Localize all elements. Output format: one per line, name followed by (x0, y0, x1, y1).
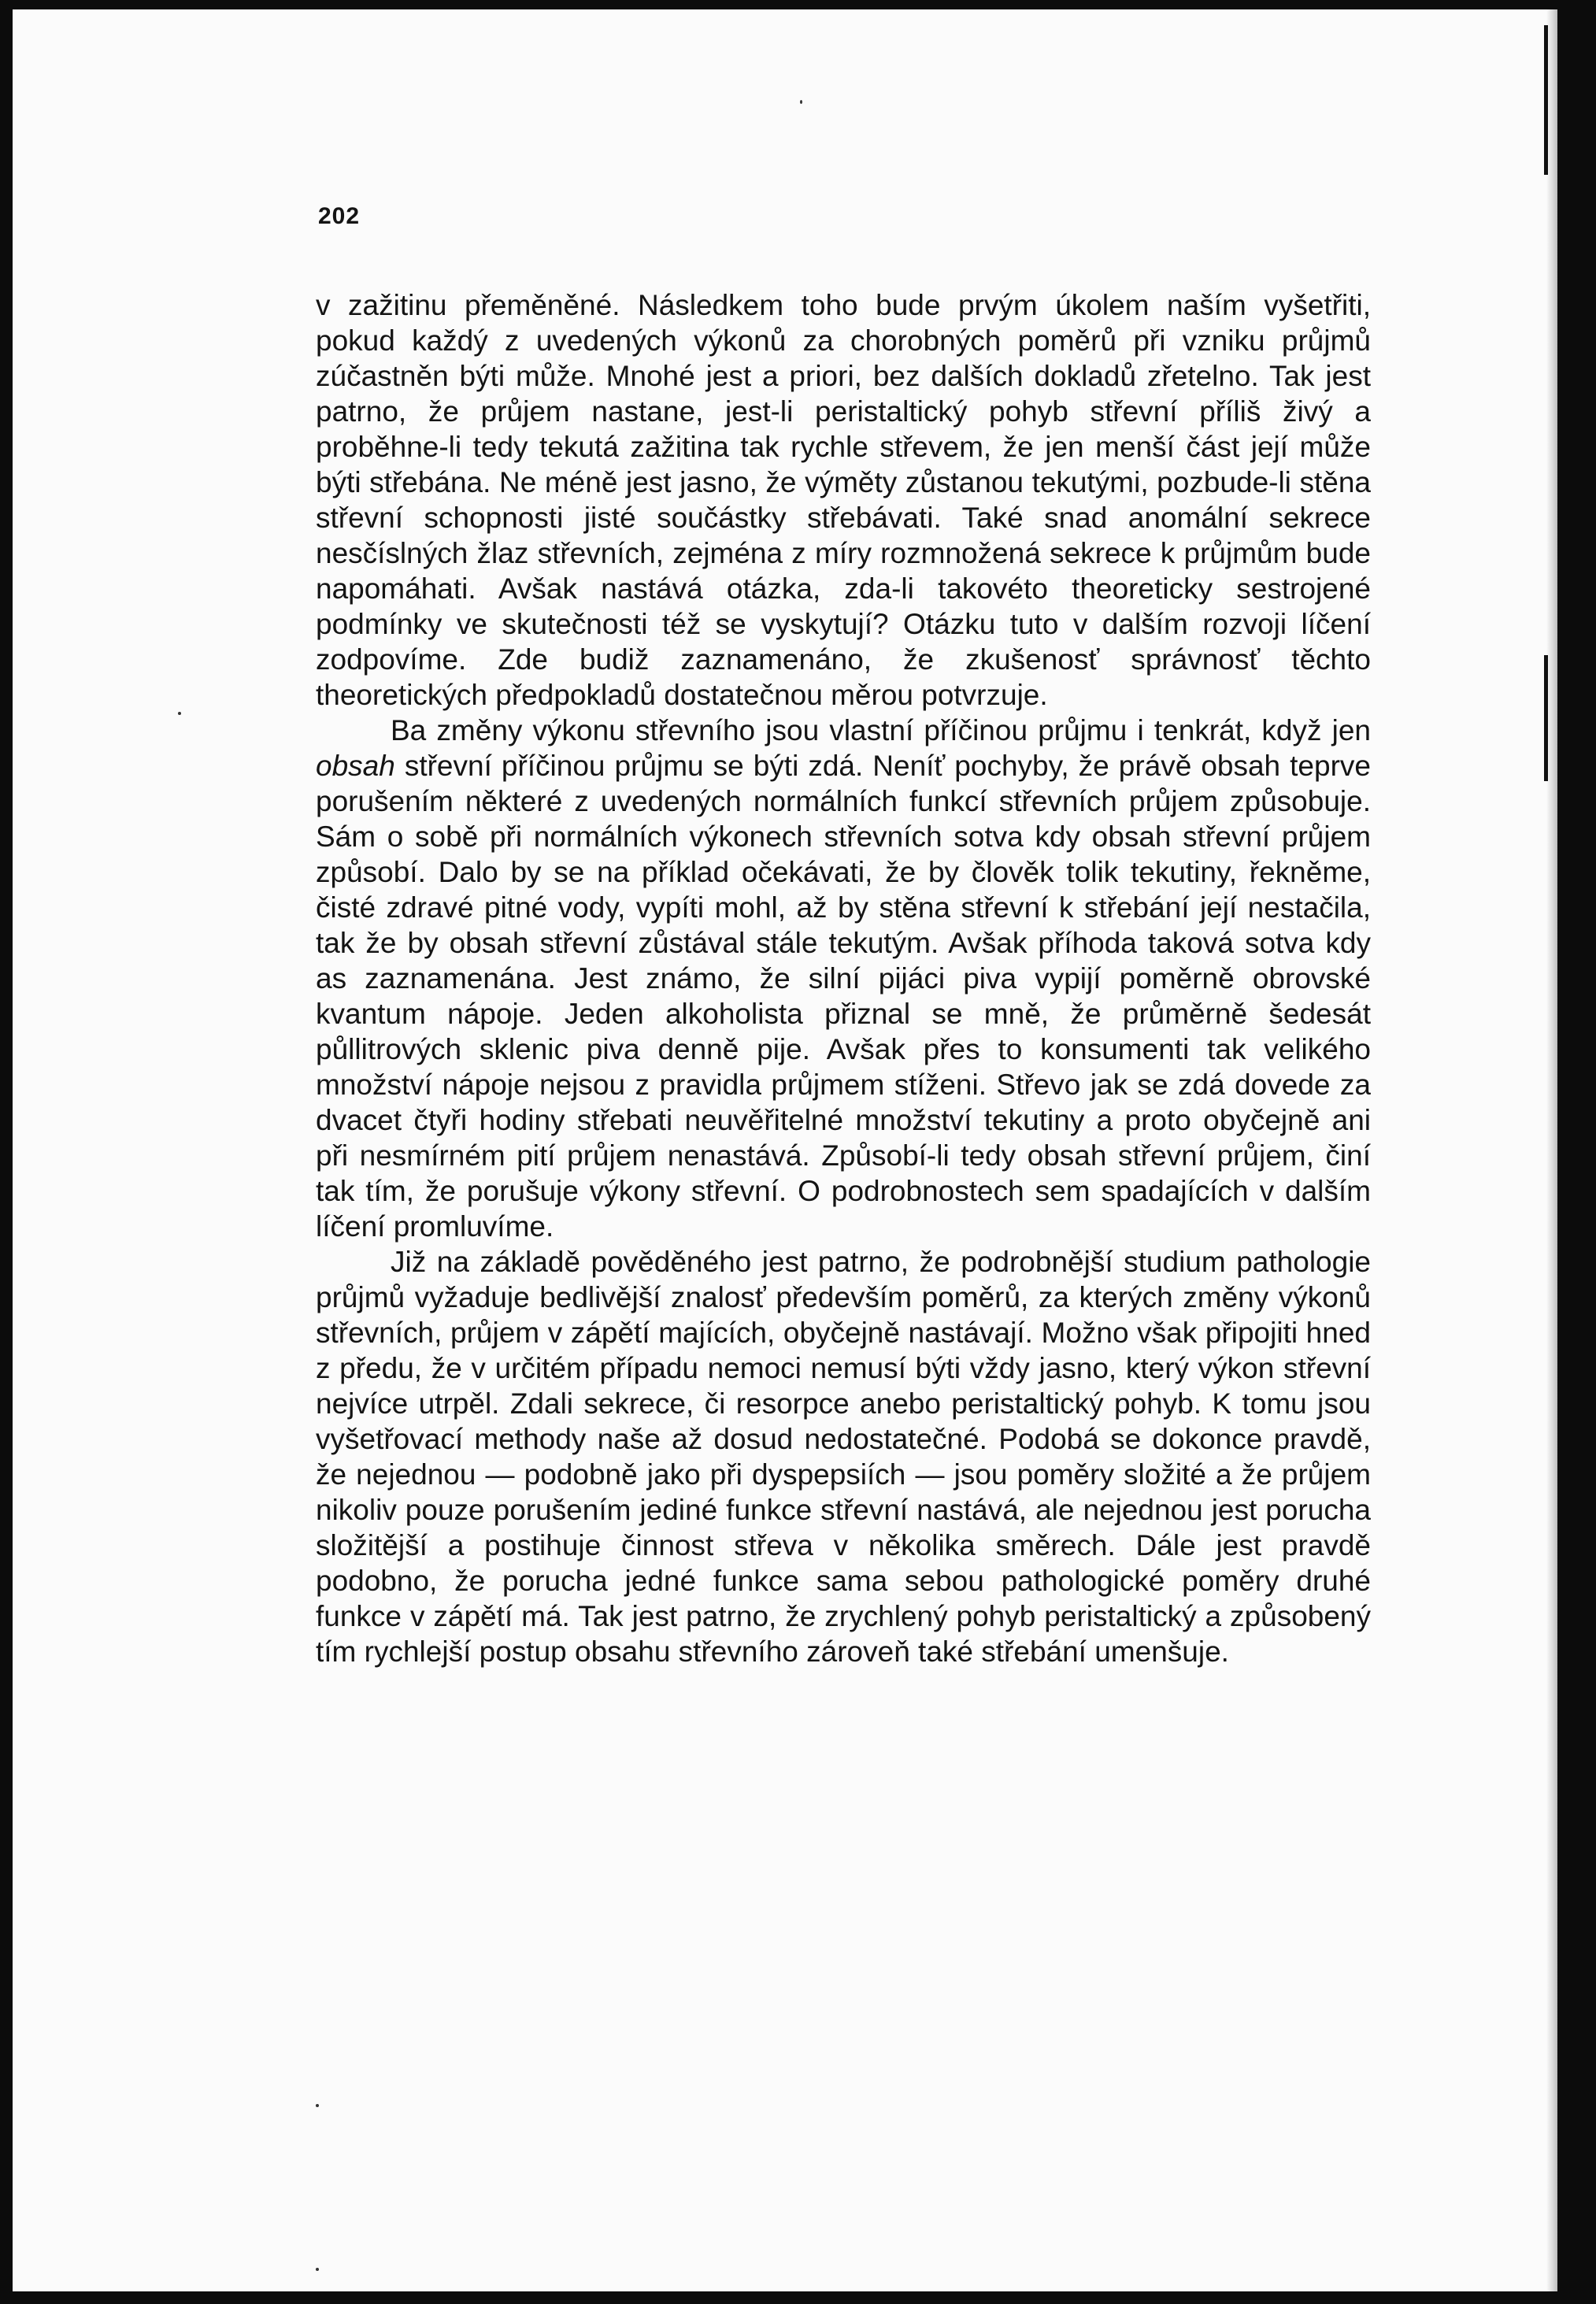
scan-speck (316, 2268, 319, 2271)
paragraph-text: Ba změny výkonu střevního jsou vlastní příčinou průjmu i tenkrát, když jen (391, 714, 1371, 746)
scan-margin-line (1544, 25, 1548, 175)
emphasized-word: obsah (316, 750, 395, 782)
scan-edge-shadow (1546, 9, 1557, 2291)
scanned-page (13, 9, 1557, 2291)
paragraph-2 (316, 713, 1371, 1244)
paragraph-1 (316, 287, 1371, 713)
scan-speck (800, 100, 802, 104)
page-number: 202 (318, 203, 361, 229)
paragraph-3 (316, 1244, 1371, 1669)
body-text (316, 287, 1371, 1669)
scan-margin-line (1544, 655, 1548, 781)
scan-speck (178, 712, 181, 715)
paragraph-text: Již na základě pověděného jest patrno, že podrobnější studium pathologie průjmů vyžaduje bedlivější znalosť především poměrů, za kterých změny výkonů střevních, průjem v zápětí majících, obyčejně nastávají. Možno však připojiti hned z předu, že v určitém případu nemoci nemusí býti vždy jasno, který výkon střevní nejvíce utrpěl. Zdali sekrece, či resorpce anebo peristaltický pohyb. K tomu jsou vyšetřovací methody naše až dosud nedostatečné. Podobá se dokonce pravdě, že nejednou — podobně jako při dyspepsiích — jsou poměry složité a že průjem nikoliv pouze porušením jediné funkce střevní nastává, ale nejednou jest porucha složitější a postihuje činnost střeva v několika směrech. Dále jest pravdě podobno, že porucha jedné funkce sama sebou pathologické poměry druhé funkce v zápětí má. Tak jest patrno, že zrychlený pohyb peristaltický a způsobený tím rychlejší postup obsahu střevního zároveň také střebání umenšuje. (316, 1246, 1371, 1668)
paragraph-text: střevní příčinou průjmu se býti zdá. Neníť pochyby, že právě obsah teprve porušením některé z uvedených normálních funkcí střevních průjem způsobuje. Sám o sobě při normálních výkonech střevních sotva kdy obsah střevní průjem způsobí. Dalo by se na příklad očekávati, že by člověk tolik tekutiny, řekněme, čisté zdravé pitné vody, vypíti mohl, až by stěna střevní k střebání její nestačila, tak že by obsah střevní zůstával stále tekutým. Avšak příhoda taková sotva kdy as zaznamenána. Jest známo, že silní pijáci piva vypijí poměrně obrovské kvantum nápoje. Jeden alkoholista přiznal se mně, že průměrně šedesát půllitrových sklenic piva denně pije. Avšak přes to konsumenti tak velikého množství nápoje nejsou z pravidla průjmem stíženi. Střevo jak se zdá dovede za dvacet čtyři hodiny střebati neuvěřitelné množství tekutiny a proto obyčejně ani při nesmírném pití průjem nenastává. Způsobí-li tedy obsah střevní průjem, činí tak tím, že porušuje výkony střevní. O podrobnostech sem spadajících v dalším líčení promluvíme. (316, 750, 1371, 1243)
scan-speck (316, 2104, 319, 2107)
paragraph-text: v zažitinu přeměněné. Následkem toho bude prvým úkolem naším vyšetřiti, pokud každý z uvedených výkonů za chorobných poměrů při vzniku průjmů zúčastněn býti může. Mnohé jest a priori, bez dalších dokladů zřetelno. Tak jest patrno, že průjem nastane, jest-li peristaltický pohyb střevní příliš živý a proběhne-li tedy tekutá zažitina tak rychle střevem, že jen menší část její může býti střebána. Ne méně jest jasno, že výměty zůstanou tekutými, pozbude-li stěna střevní schopnosti jisté součástky střebávati. Také snad anomální sekrece nesčíslných žlaz střevních, zejména z míry rozmnožená sekrece k průjmům bude napomáhati. Avšak nastává otázka, zda-li takovéto theoreticky sestrojené podmínky ve skutečnosti též se vyskytují? Otázku tuto v dalším rozvoji líčení zodpovíme. Zde budiž zaznamenáno, že zkušenosť správnosť těchto theoretických předpokladů dostatečnou měrou potvrzuje. (316, 289, 1371, 711)
